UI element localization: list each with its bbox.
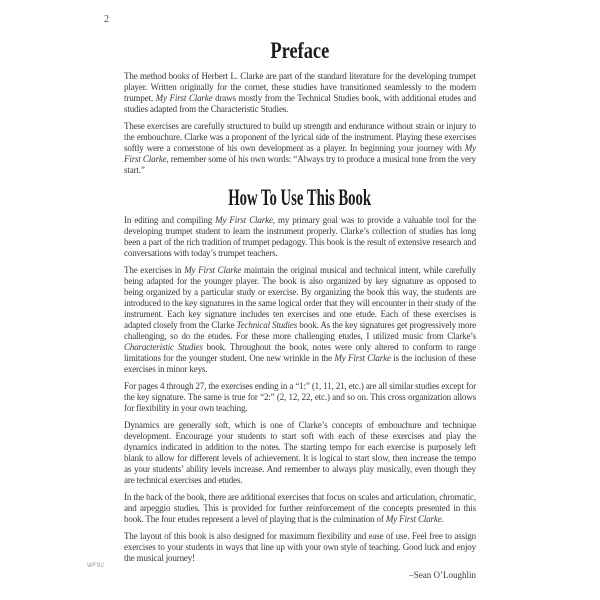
book-title-italic: Characteristic Studies [124, 342, 203, 352]
book-title-italic: Technical Studies [236, 320, 298, 330]
text-run: book. As the key signatures get progressively more challenging, so do the etudes. For these more challenging etudes, I utilized music from Clarke’s [124, 320, 476, 341]
text-run: These exercises are carefully structured to build up strength and endurance without strain or injury to the embouchure. Clarke was a proponent of the lyrical side of the instrument. Playing these exercises softly were a cornerstone of his own development as a player. In beginning your journey with [124, 121, 476, 153]
paragraph [124, 420, 476, 486]
book-title-italic: My First Clarke [184, 265, 242, 275]
text-run: The layout of this book is also designed for maximum flexibility and ease of use. Feel free to assign exercises to your students in ways that line up with your own style of teaching. Good luck and enjoy the musical journey! [124, 531, 476, 563]
book-title-italic: My First Clarke [155, 93, 213, 103]
book-title-italic: My First Clarke [385, 514, 442, 524]
text-run: maintain the original musical and technical intent, while carefully being adapted for the younger player. The book is also organized by key signature as opposed to being organized by a particular study or exercise. By organizing the book this way, the students are introduced to the key signatures in the same logical order that they will encounter in their study of the instrument. Each key signature includes ten exercises and one etude. Each of these exercises is adapted closely from the Clarke [124, 265, 476, 330]
book-title-italic: My First Clarke [215, 215, 273, 225]
paragraph [124, 531, 476, 564]
how-to-use-title-text: How To Use This Book [228, 185, 372, 210]
how-to-use-title [124, 186, 476, 210]
paragraph [124, 492, 476, 525]
text-run: The exercises in [124, 265, 185, 275]
text-run: is the inclusion of these exercises in minor keys. [124, 353, 476, 374]
text-run: The method books of Herbert L. Clarke are part of the standard literature for the developing trumpet player. Written originally for the cornet, these studies have transitioned seamlessly to the modern trumpet. [124, 71, 476, 103]
paragraph [124, 265, 476, 375]
text-run: In editing and compiling [124, 215, 216, 225]
how-to-use-section [124, 215, 476, 564]
paragraph [124, 381, 476, 414]
paragraph [124, 121, 476, 176]
preface-title [124, 31, 476, 63]
paragraph [124, 215, 476, 259]
text-run: draws mostly from the Technical Studies book, with additional etudes and studies adapted from the Characteristic Studies. [124, 93, 476, 114]
preface-section [124, 71, 476, 176]
text-run: , my primary goal was to provide a valuable tool for the developing trumpet student to learn the instrument properly. Clarke’s collection of studies has long been a part of the rich tradition of trumpet pedagogy. This book is the result of extensive research and conversations with today’s trumpet teachers. [124, 215, 476, 258]
paragraph [124, 71, 476, 115]
text-run: book. Throughout the book, notes were only altered to conform to range limitations for the younger student. One new wrinkle in the [124, 342, 476, 363]
plate-number: WF92 [87, 563, 105, 569]
preface-title-text: Preface [270, 38, 330, 63]
book-title-italic: My First Clarke [334, 353, 391, 363]
author-signature: –Sean O’Loughlin [409, 570, 476, 580]
text-run: For pages 4 through 27, the exercises ending in a “1:” (1, 11, 21, etc.) are all similar studies except for the key signature. The same is true for “2:” (2, 12, 22, etc.) and so on. This cross organization allows for flexibility in your own teaching. [124, 381, 476, 413]
text-run: , remember some of his own words: “Always try to produce a musical tone from the very start.” [124, 154, 476, 175]
page-number: 2 [104, 14, 109, 25]
book-title-italic: My First Clarke [124, 143, 476, 164]
text-run: In the back of the book, there are additional exercises that focus on scales and articulation, chromatic, and arpeggio studies. This is provided for further reinforcement of the concepts presented in this book. The four etudes represent a level of playing that is the culmination of [124, 492, 476, 524]
text-run: Dynamics are generally soft, which is one of Clarke’s concepts of embouchure and technique development. Encourage your students to start soft with each of these exercises and play the dynamics indicated in addition to the notes. The starting tempo for each exercise is purposely left blank to allow for different levels of achievement. It is logical to start slow, then increase the tempo as your students’ ability levels increase. And remember to always play musically, even though they are technical exercises and etudes. [124, 420, 476, 485]
text-run: . [441, 514, 444, 524]
page-content [124, 31, 476, 581]
